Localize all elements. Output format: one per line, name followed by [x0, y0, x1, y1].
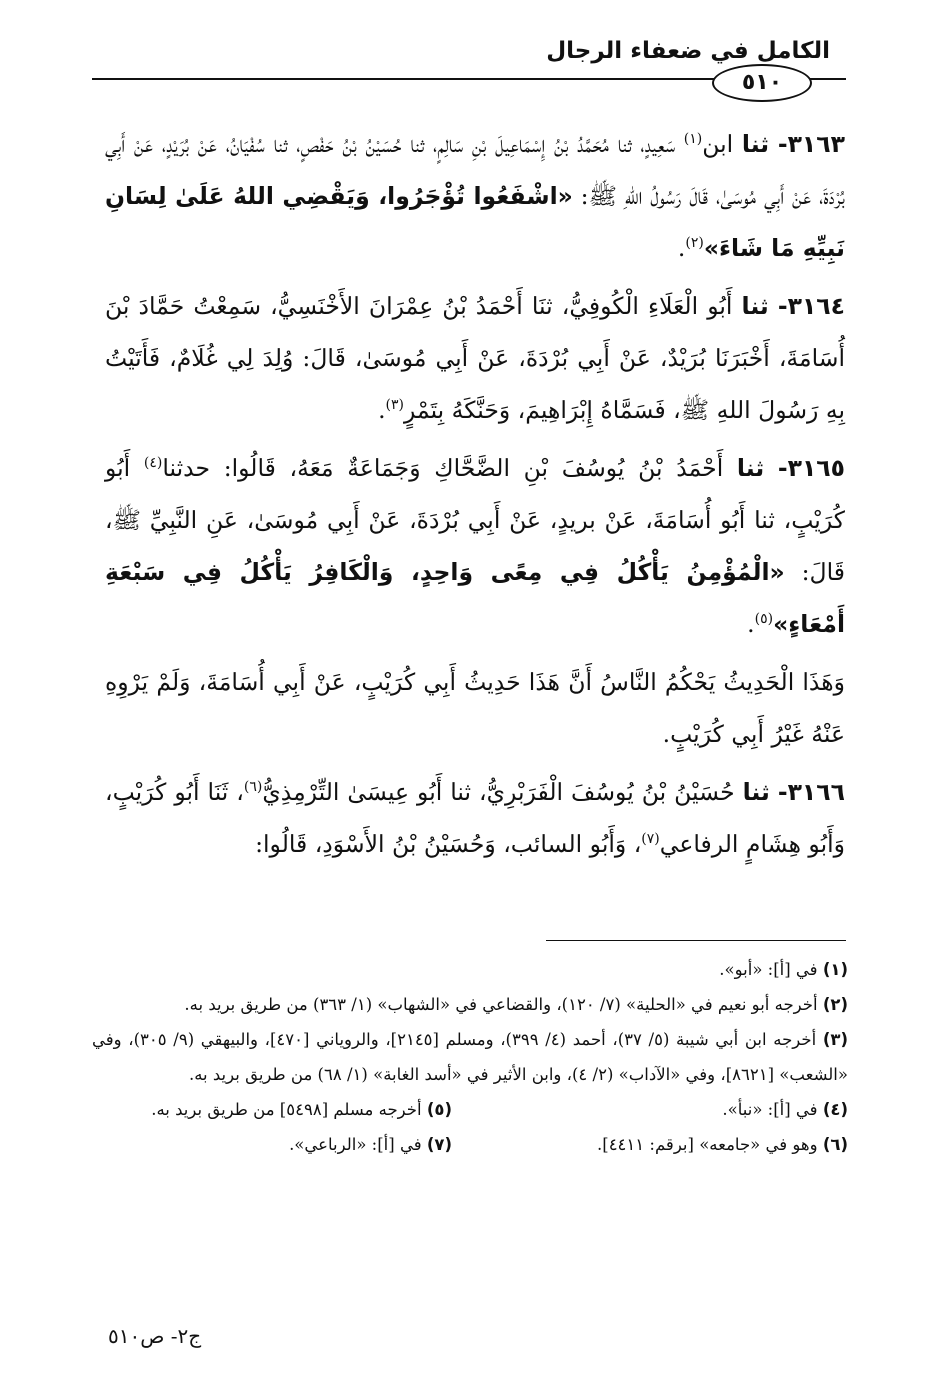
footnote-text: في [أ]: «نبأ». — [722, 1100, 818, 1119]
footnote-number: (١) — [822, 960, 848, 979]
entry-end: . — [677, 234, 686, 262]
entry-end: . — [747, 610, 755, 638]
footnote-ref: (٣) — [385, 397, 405, 414]
footnote-1 — [92, 952, 848, 987]
footnotes — [92, 952, 848, 1162]
page-number-badge: ٥١٠ — [712, 64, 812, 102]
footnote-ref: (٥) — [754, 611, 774, 628]
footnote-text: أخرجه مسلم [٥٤٩٨] من طريق بريد به. — [151, 1100, 422, 1119]
entry-number: ٣١٦٤- — [777, 292, 845, 320]
footnote-ref: (١) — [683, 131, 703, 148]
thana-keyword: ثنا — [736, 454, 765, 482]
footnote-row — [92, 1127, 848, 1162]
footnote-number: (٢) — [822, 995, 848, 1014]
footnote-ref: (٧) — [641, 831, 660, 848]
entry-3165 — [105, 442, 845, 650]
footnote-number: (٧) — [426, 1135, 452, 1154]
entry-text: ، وَأَبُو السائب، وَحُسَيْنُ بْنُ الأَسْوَدِ، قَالُوا: — [255, 830, 642, 858]
footnote-row — [92, 1092, 848, 1127]
footnote-7 — [92, 1127, 452, 1162]
footnote-text: أخرجه ابن أبي شيبة (٥/ ٣٧)، أحمد (٤/ ٣٩٩)، ومسلم [٢١٤٥]، والروياني [٤٧٠]، والبيهقي (٩/ ٣٠٥)، وفي «الشعب» [٨٦٢١]، وفي «الآداب» (٢/ ٤)، وابن الأثير في «أسد الغابة» (١/ ٦٨) من طريق بريد به. — [92, 1030, 848, 1084]
footnote-text: أخرجه أبو نعيم في «الحلية» (٧/ ١٢٠)، والقضاعي في «الشهاب» (١/ ٣٦٣) من طريق بريد به. — [184, 995, 818, 1014]
entry-number: ٣١٦٦- — [777, 778, 845, 806]
entry-text: ، ثَنَا أَبُو كُرَيْبٍ، وَأَبُو هِشَامٍ الرفاعي — [105, 778, 845, 858]
footnote-2 — [92, 987, 848, 1022]
entry-text: ابن — [702, 130, 734, 158]
thana-keyword: ثنا — [741, 130, 770, 158]
entry-text: أَبُو كُرَيْبٍ، ثنا أَبُو أُسَامَةَ، عَنْ بريدٍ، عَنْ أَبِي بُرْدَةَ، عَنْ أَبِي مُوسَىٰ، عَنِ النَّبِيِّ ﷺ، قَالَ: — [105, 454, 845, 586]
footnote-ref: (٦) — [243, 779, 263, 796]
hadith-text: «الْمُؤْمِنُ يَأْكُلُ فِي مِعًى وَاحِدٍ، وَالْكَافِرُ يَأْكُلُ فِي سَبْعَةِ أَمْعَاءٍ» — [105, 558, 845, 638]
footnote-ref: (٤) — [143, 455, 163, 472]
entry-3164 — [105, 280, 845, 436]
footnote-divider — [546, 940, 846, 941]
page-reference: ج٢- ص٥١٠ — [108, 1324, 202, 1348]
footnote-4 — [488, 1092, 848, 1127]
footnote-5 — [92, 1092, 452, 1127]
footnote-ref: (٢) — [685, 235, 704, 252]
footnote-3 — [92, 1022, 848, 1092]
entry-text: سَعِيدٍ، ثنا مُحَمَّدُ بْنُ إِسْمَاعِيلَ بْنِ سَالِمٍ، ثنا حُسَيْنُ بْنُ حَفْصٍ، ثنا سُفْيَانُ، عَنْ بُرَيْدٍ، عَنْ أَبِي بُرْدَةَ، عَنْ أَبِي مُوسَىٰ، قَالَ رَسُولُ اللهِ ﷺ: — [105, 130, 845, 210]
footnote-text: في [أ]: «أبو». — [719, 960, 818, 979]
hadith-text: «اشْفَعُوا تُؤْجَرُوا، وَيَقْضِي اللهُ عَلَىٰ لِسَانِ نَبِيِّهِ مَا شَاءَ» — [105, 182, 845, 262]
entry-number: ٣١٦٣- — [777, 130, 845, 158]
entry-end: . — [378, 396, 386, 424]
entry-text: أَبُو الْعَلَاءِ الْكُوفِيُّ، ثنَا أَحْمَدُ بْنُ عِمْرَانَ الأَخْنَسِيُّ، سَمِعْتُ حَمَّادَ بْنَ أُسَامَةَ، أَخْبَرَنَا بُرَيْدٌ، عَنْ أَبِي بُرْدَةَ، عَنْ أَبِي مُوسَىٰ، قَالَ: وُلِدَ لِي غُلَامٌ، فَأَتَيْتُ بِهِ رَسُولَ اللهِ ﷺ، فَسَمَّاهُ إِبْرَاهِيمَ، وَحَنَّكَهُ بِتَمْرٍ — [105, 292, 845, 424]
entry-text: حُسَيْنُ بْنُ يُوسُفَ الْفَرَبْرِيُّ، ثنا أَبُو عِيسَىٰ التِّرْمِذِيُّ — [262, 778, 735, 806]
main-text — [105, 118, 845, 876]
running-head-title: الكامل في ضعفاء الرجال — [546, 38, 830, 64]
entry-3166 — [105, 766, 845, 870]
footnote-text: وهو في «جامعه» [برقم: ٤٤١١]. — [597, 1135, 818, 1154]
entry-3163 — [105, 118, 845, 274]
footnote-text: في [أ]: «الرباعي». — [289, 1135, 422, 1154]
thana-keyword: ثنا — [741, 292, 769, 320]
entry-number: ٣١٦٥- — [777, 454, 845, 482]
entry-text: أَحْمَدُ بْنُ يُوسُفَ بْنِ الضَّحَّاكِ وَجَمَاعَةٌ مَعَهُ، قَالُوا: حدثنا — [162, 454, 724, 482]
footnote-number: (٥) — [426, 1100, 452, 1119]
footnote-number: (٣) — [822, 1030, 848, 1049]
footnote-number: (٦) — [822, 1135, 848, 1154]
footnote-number: (٤) — [822, 1100, 848, 1119]
footnote-6 — [488, 1127, 848, 1162]
thana-keyword: ثنا — [742, 778, 770, 806]
commentary-paragraph: وَهَذَا الْحَدِيثُ يَحْكُمُ النَّاسُ أَنَّ هَذَا حَدِيثُ أَبِي كُرَيْبٍ، عَنْ أَبِي أُسَامَةَ، وَلَمْ يَرْوِهِ عَنْهُ غَيْرُ أَبِي كُرَيْبٍ. — [105, 668, 845, 748]
